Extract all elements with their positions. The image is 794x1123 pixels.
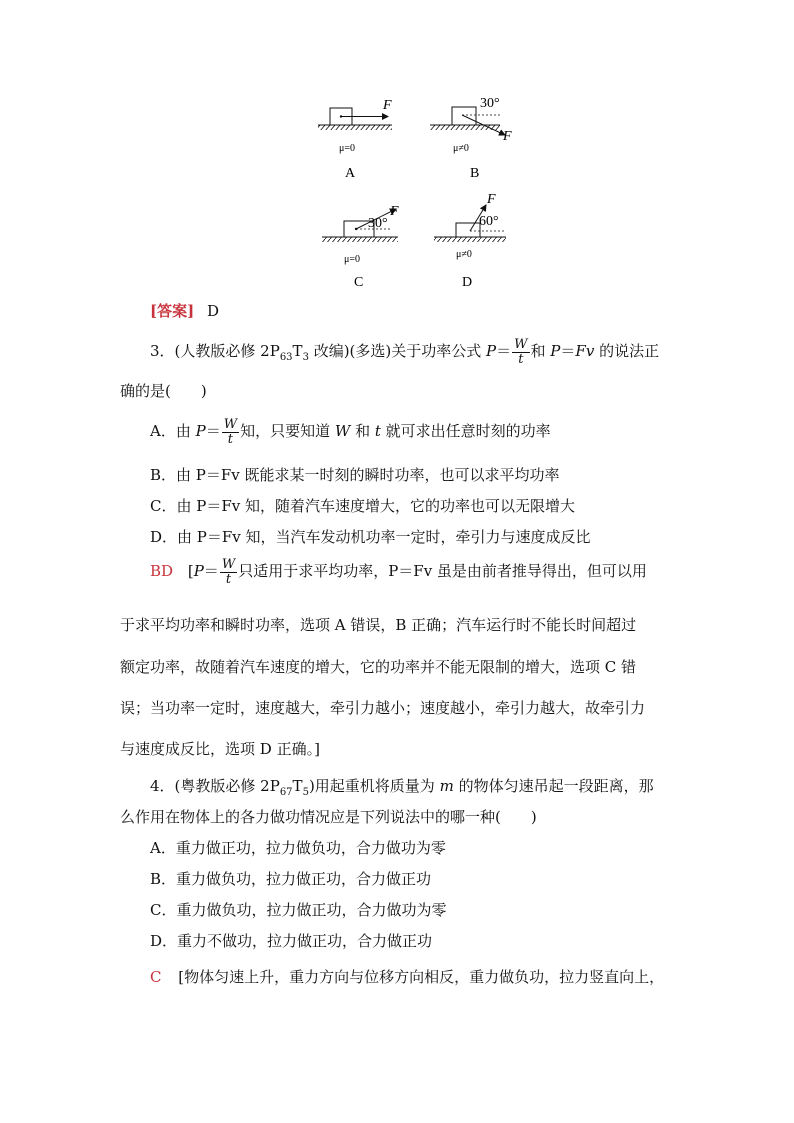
q3-expl-1: 只适用于求平均功率，P＝Fv 虽是由前者推导得出，但可以用 bbox=[238, 562, 647, 580]
q3-option-a-t: t bbox=[374, 422, 381, 440]
panel-c-diagram bbox=[322, 204, 399, 290]
panel-d-force-label: F bbox=[487, 192, 496, 207]
q3-expl-num: W bbox=[221, 556, 236, 572]
q4-post2: 的物体匀速吊起一段距离，那 bbox=[453, 777, 654, 795]
q4-post: )用起重机将质量为 bbox=[308, 777, 440, 795]
question-4-line-2: 么作用在物体上的各力做功情况应是下列说法中的哪一种( ) bbox=[120, 808, 537, 826]
q3-explanation-line-1: BD [P＝ $\frac{W}{t}$ 只适用于求平均功率，P＝Fv 虽是由前者推导得出，但可以用 bbox=[150, 556, 647, 587]
panel-a-diagram bbox=[318, 98, 392, 181]
q4-option-b: B．重力做负功，拉力做正功，合力做正功 bbox=[150, 870, 432, 888]
q3-text: 改编)(多选)关于功率公式 bbox=[308, 342, 487, 360]
q3-option-a-w: W bbox=[334, 422, 351, 440]
panel-d-angle: 60° bbox=[479, 214, 499, 229]
q3-fraction bbox=[512, 338, 529, 367]
q3-p2: P bbox=[550, 342, 561, 360]
panel-d-diagram bbox=[434, 192, 506, 290]
q4-m: m bbox=[439, 777, 454, 795]
panel-b-force-label: F bbox=[503, 129, 512, 144]
panel-b-angle: 30° bbox=[480, 96, 500, 111]
q4-expl-1: [物体匀速上升，重力方向与位移方向相反，重力做负功，拉力竖直向上， bbox=[178, 968, 665, 986]
panel-b-mu: μ≠0 bbox=[453, 143, 469, 154]
q3-sub1: 63 bbox=[279, 352, 293, 363]
answer-2-line bbox=[150, 300, 219, 321]
q3-t: T bbox=[292, 342, 303, 360]
q3-option-d: D．由 P＝Fv 知，当汽车发动机功率一定时，牵引力与速度成反比 bbox=[150, 528, 591, 546]
q3-option-c: C．由 P＝Fv 知，随着汽车速度增大，它的功率也可以无限增大 bbox=[150, 497, 575, 515]
q4-pre: 4．(粤教版必修 2P bbox=[150, 777, 280, 795]
panel-c-mu: μ=0 bbox=[344, 254, 361, 265]
q3-answer: BD bbox=[150, 562, 174, 580]
question-3-line-1 bbox=[150, 336, 659, 373]
q3-option-a-post: 知，只要知道 bbox=[240, 422, 335, 440]
q4-option-c: C．重力做负功，拉力做正功，合力做功为零 bbox=[150, 901, 447, 919]
force-diagrams-figure bbox=[310, 95, 530, 295]
panel-a-force-label: F bbox=[383, 98, 392, 113]
q3-explanation-line-3: 额定功率，故随着汽车速度的增大，它的功率并不能无限制的增大，选项 C 错 bbox=[120, 658, 637, 676]
q4-t: T bbox=[292, 777, 303, 795]
q3-explanation-line-2: 于求平均功率和瞬时功率，选项 A 错误，B 正确；汽车运行时不能长时间超过 bbox=[120, 616, 637, 634]
q3-explanation-line-4: 误；当功率一定时，速度越大，牵引力越小；速度越小，牵引力越大，故牵引力 bbox=[120, 699, 646, 717]
q3-explanation-line-5: 与速度成反比，选项 D 正确。] bbox=[120, 740, 320, 758]
q3-option-a-end: 就可求出任意时刻的功率 bbox=[380, 422, 551, 440]
panel-a-label: A bbox=[345, 166, 356, 181]
q4-option-d: D．重力不做功，拉力做正功，合力做正功 bbox=[150, 932, 433, 950]
q4-explanation-line-1 bbox=[150, 966, 664, 987]
q3-sub2: 3 bbox=[302, 352, 309, 363]
q4-answer: C bbox=[150, 968, 162, 986]
q3-text-end: 的说法正 bbox=[594, 342, 660, 360]
q3-expl-fraction bbox=[220, 558, 237, 587]
q3-eq: ＝ bbox=[496, 342, 512, 360]
q3-option-a: A．由 P＝ $\frac{W}{t}$ 知，只要知道 W 和 t 就可求出任意时刻的功率 bbox=[150, 416, 551, 447]
panel-d-label: D bbox=[462, 275, 473, 290]
panel-a-mu: μ=0 bbox=[339, 143, 356, 154]
answer-tag: [答案] bbox=[150, 302, 195, 320]
question-3-line-2: 确的是( ) bbox=[120, 382, 207, 400]
q3-and: 和 bbox=[530, 342, 551, 360]
q3-option-a-fraction bbox=[222, 418, 239, 447]
q3-option-a-den: t bbox=[227, 431, 234, 447]
q3-p: P bbox=[486, 342, 497, 360]
panel-c-angle: 30° bbox=[368, 216, 388, 231]
q3-frac-den: t bbox=[518, 351, 524, 367]
q3-expl-den: t bbox=[225, 571, 232, 587]
panel-b-label: B bbox=[470, 166, 480, 181]
q3-option-b: B．由 P＝Fv 既能求某一时刻的瞬时功率，也可以求平均功率 bbox=[150, 466, 560, 484]
question-4-line-1 bbox=[150, 775, 654, 798]
q3-source: 人教版必修 2P bbox=[180, 342, 280, 360]
q3-option-a-pre: A．由 bbox=[150, 422, 196, 440]
q3-number: 3．( bbox=[150, 342, 181, 360]
q3-fv: Fv bbox=[575, 342, 595, 360]
panel-b-diagram bbox=[430, 96, 512, 181]
q4-sub1: 67 bbox=[279, 787, 293, 798]
q4-sub2: 5 bbox=[302, 787, 309, 798]
panel-c-force-label: F bbox=[390, 204, 399, 219]
panel-d-mu: μ≠0 bbox=[456, 249, 472, 260]
q3-frac-num: W bbox=[514, 336, 528, 352]
q3-eq2: ＝ bbox=[560, 342, 576, 360]
q3-option-a-and: 和 bbox=[350, 422, 375, 440]
panel-c-label: C bbox=[354, 275, 364, 290]
q3-expl-bracket: [ bbox=[187, 562, 194, 580]
answer-2-value: D bbox=[206, 302, 220, 320]
q3-option-a-num: W bbox=[223, 416, 238, 432]
q4-option-a: A．重力做正功，拉力做负功，合力做功为零 bbox=[150, 839, 446, 857]
